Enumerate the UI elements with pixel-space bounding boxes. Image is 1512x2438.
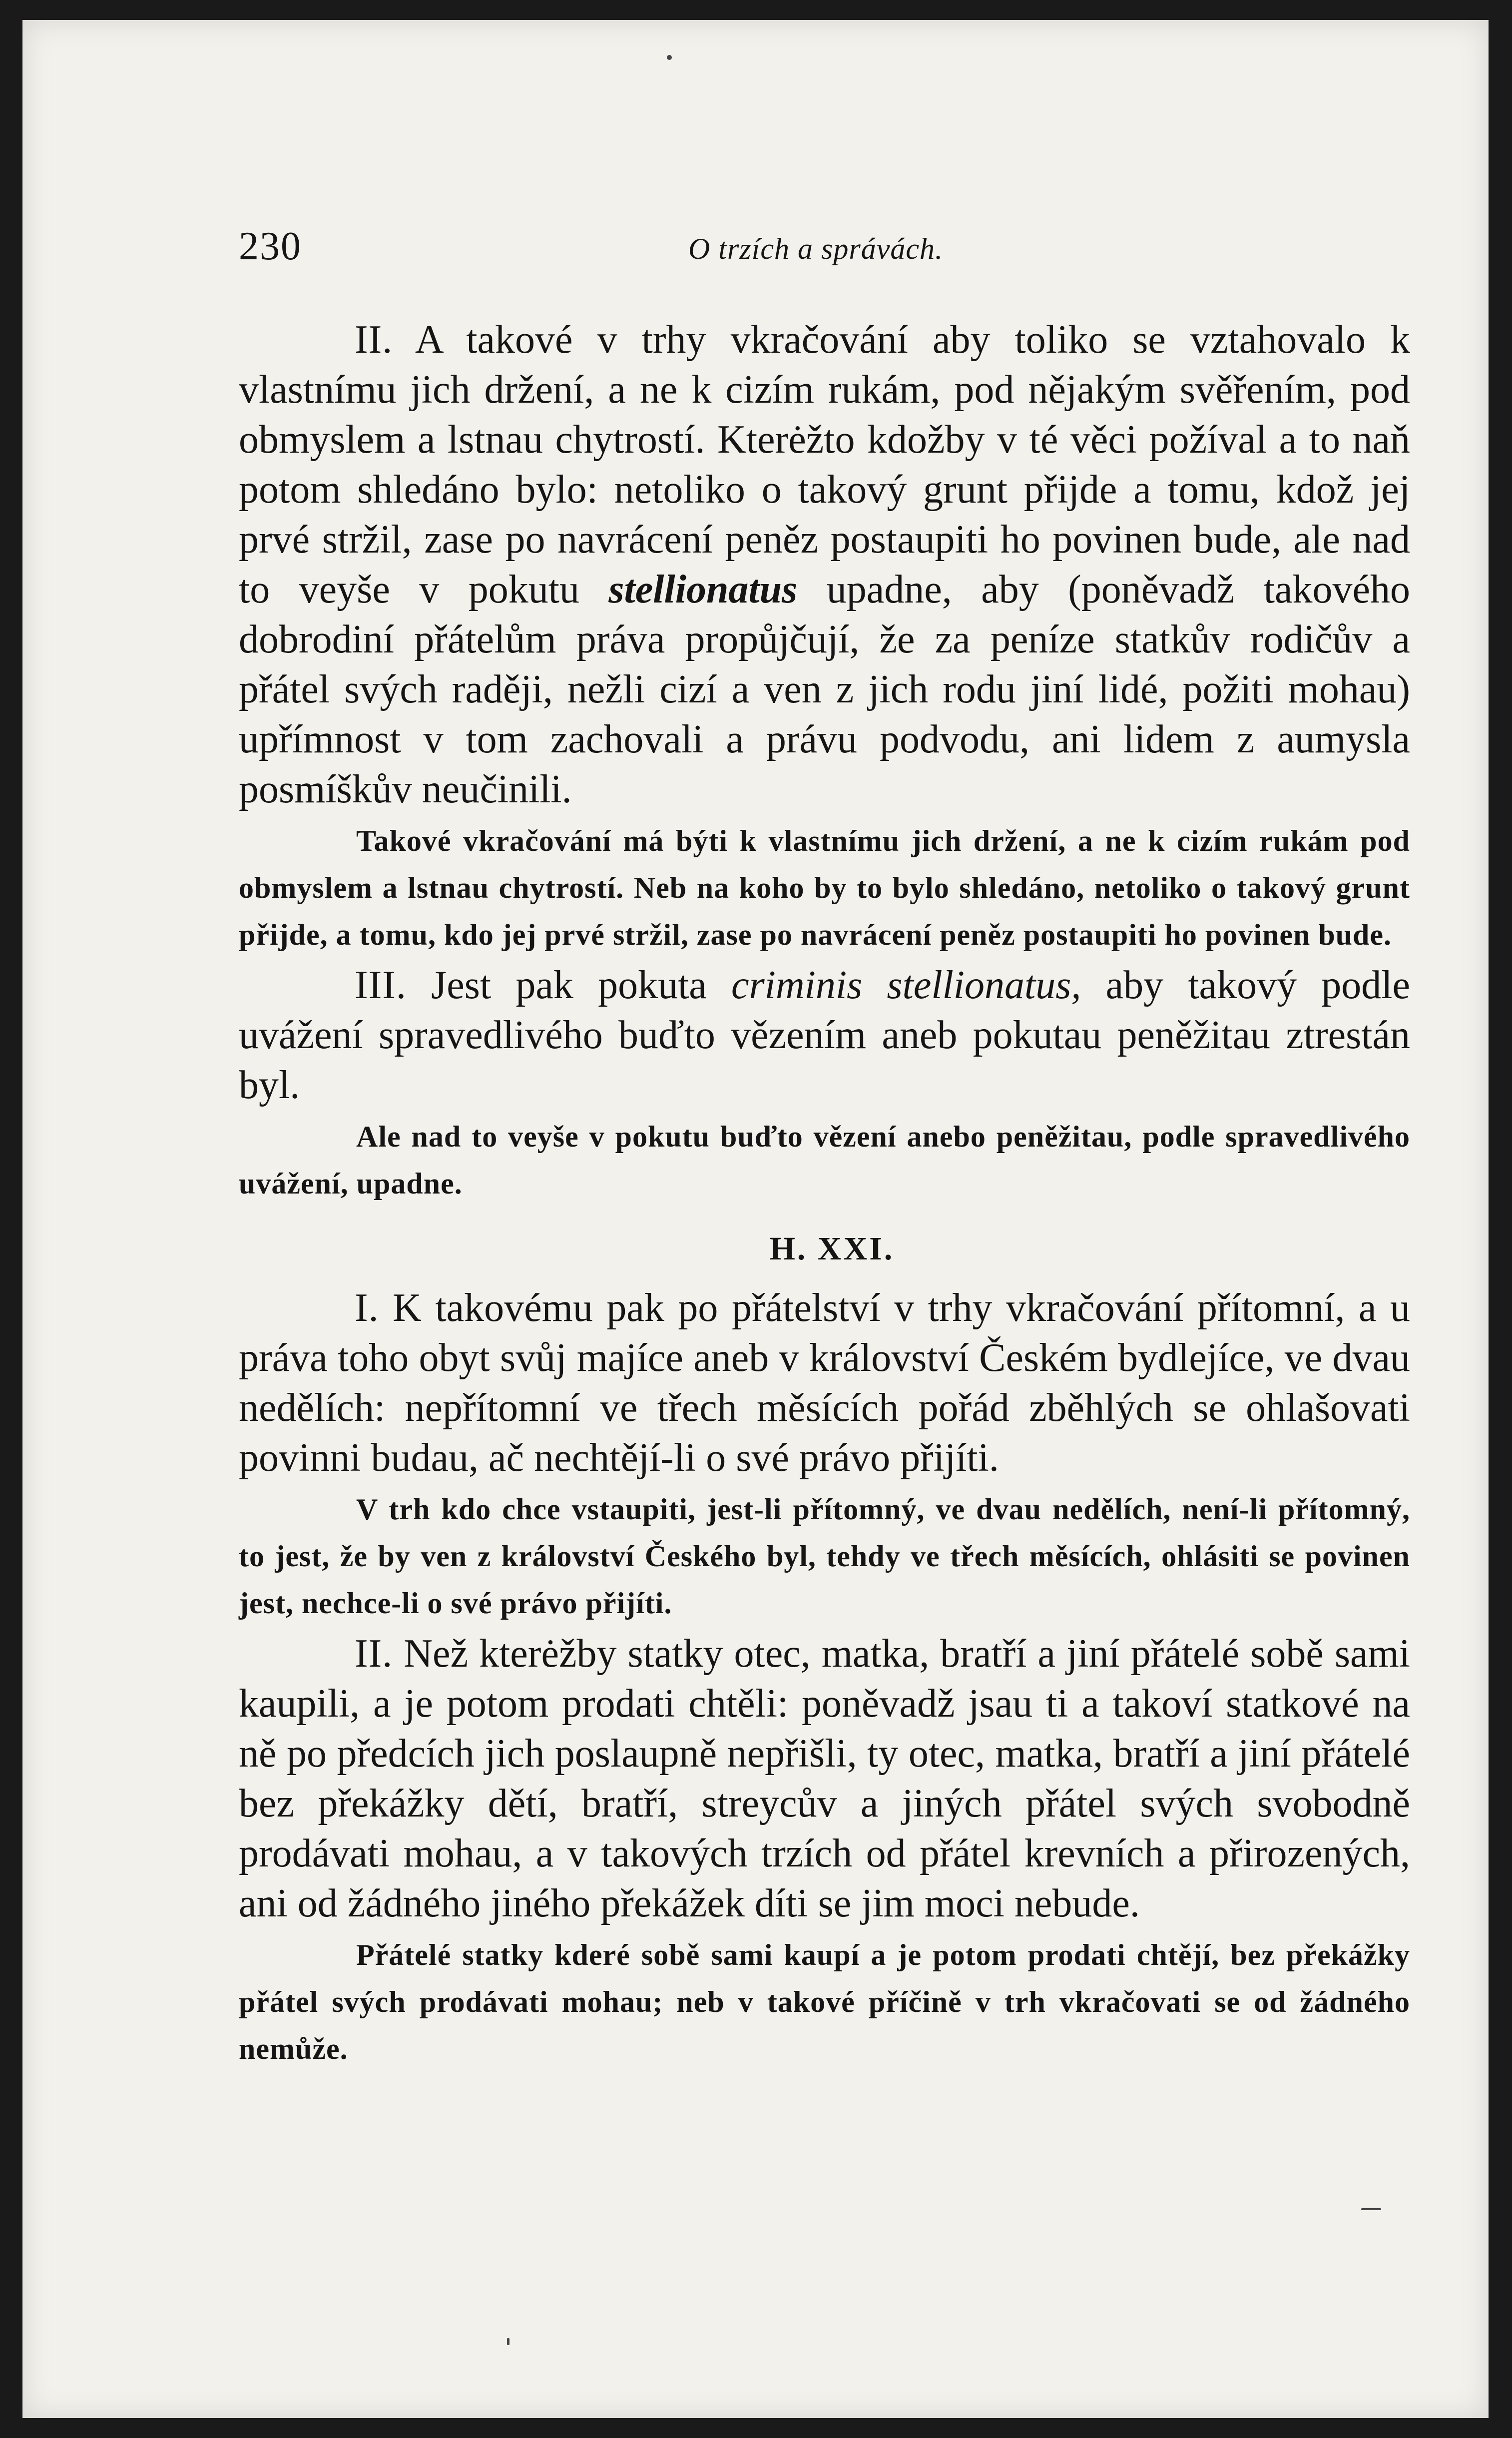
print-speck (667, 55, 672, 60)
page-header (239, 212, 1408, 277)
paragraph-iii (239, 960, 1410, 1110)
summary-note: Přátelé statky kderé sobě sami kaupí a je potom prodati chtějí, bez překážky přátel svých prodávati mohau; neb v takové příčině v trh vkračovati se od žádného nemůže. (239, 1938, 1410, 2065)
paragraph-text: Než kterėžby statky otec, matka, bratří a jiní přátelé sobě sami kaupili, a je potom prodati chtěli: poněvadž jsau ti a takoví statkové na ně po předcích jich poslaupně nepřišli, ty otec, matka, bratří a jiní přátelé bez překážky dětí, bratří, streycův a jiných přátel svých svobodně prodávati mohau, a v takových trzích od přátel krevních a přirozených, ani od žádného jiného překážek díti se jim moci nebude. (239, 1632, 1411, 1925)
latin-term: stellionatus (608, 568, 798, 611)
paragraph-i (239, 1283, 1410, 1483)
latin-term: criminis stellionatus, (731, 963, 1081, 1007)
print-speck (507, 2338, 509, 2345)
page-body (239, 315, 1410, 2072)
print-speck (1361, 2208, 1381, 2210)
summary-note: Takové vkračování má býti k vlastnímu jich držení, a ne k cizím rukám pod obmyslem a lstnau chytrostí. Neb na koho by to bylo shledáno, netoliko o takový grunt přijde, a tomu, kdo jej prvé stržil, zase po navrácení peněz postaupiti ho povinen bude. (239, 824, 1410, 951)
paragraph-text: A takové v trhy vkračování aby toliko se vztahovalo k vlastnímu jich držení, a ne k cizím rukám, pod nějakým svěřením, pod obmyslem a lstnau chytrostí. Kterėžto kdožby v té věci požíval a to naň potom shledáno bylo: netoliko o takový grunt přijde a tomu, kdož jej prvé stržil, zase po navrácení peněz postaupiti ho povinen bude, ale nad to veyše v pokutu (239, 318, 1410, 611)
paragraph-text: Jest pak pokuta (431, 963, 707, 1007)
paragraph-marker: I. (355, 1286, 379, 1330)
section-heading: H. XXI. (769, 1230, 895, 1267)
summary-note: V trh kdo chce vstaupiti, jest-li přítomný, ve dvau nedělích, není-li přítomný, to jest, že by ven z království Českého byl, tehdy ve třech měsících, ohlásiti se povinen jest, nechce-li o své právo přijíti. (239, 1493, 1410, 1620)
paragraph-text-continued: aby takový podle uvážení spravedlivého buďto vězením aneb pokutau peněžitau ztrestán byl. (239, 963, 1411, 1107)
paragraph-ii-second (239, 1629, 1410, 1928)
running-title: O trzích a správách. (688, 232, 943, 265)
paragraph-ii (239, 315, 1410, 814)
paragraph-marker: II. (355, 318, 393, 362)
summary-note: Ale nad to veyše v pokutu buďto vězení anebo peněžitau, podle spravedlivého uvážení, upadne. (239, 1120, 1410, 1200)
paragraph-marker: III. (355, 963, 407, 1007)
paragraph-text-continued: upadne, aby (poněvadž takového dobrodiní přátelům práva propůjčují, že za peníze statkův rodičův a přátel svých raději, nežli cizí a ven z jich rodu jiní lidé, požiti mohau) upřímnost v tom zachovali a právu podvodu, ani lidem z aumysla posmíškův neučinili. (239, 568, 1410, 811)
page-number: 230 (239, 224, 302, 268)
paragraph-text: K takovému pak po přátelství v trhy vkračování přítomní, a u práva toho obyt svůj majíce aneb v království Českém bydlejíce, ve dvau nedělích: nepřítomní ve třech měsících pořád zběhlých se ohlašovati povinni budau, ač nechtějí-li o své právo přijíti. (239, 1286, 1410, 1480)
paragraph-marker: II. (355, 1632, 393, 1676)
